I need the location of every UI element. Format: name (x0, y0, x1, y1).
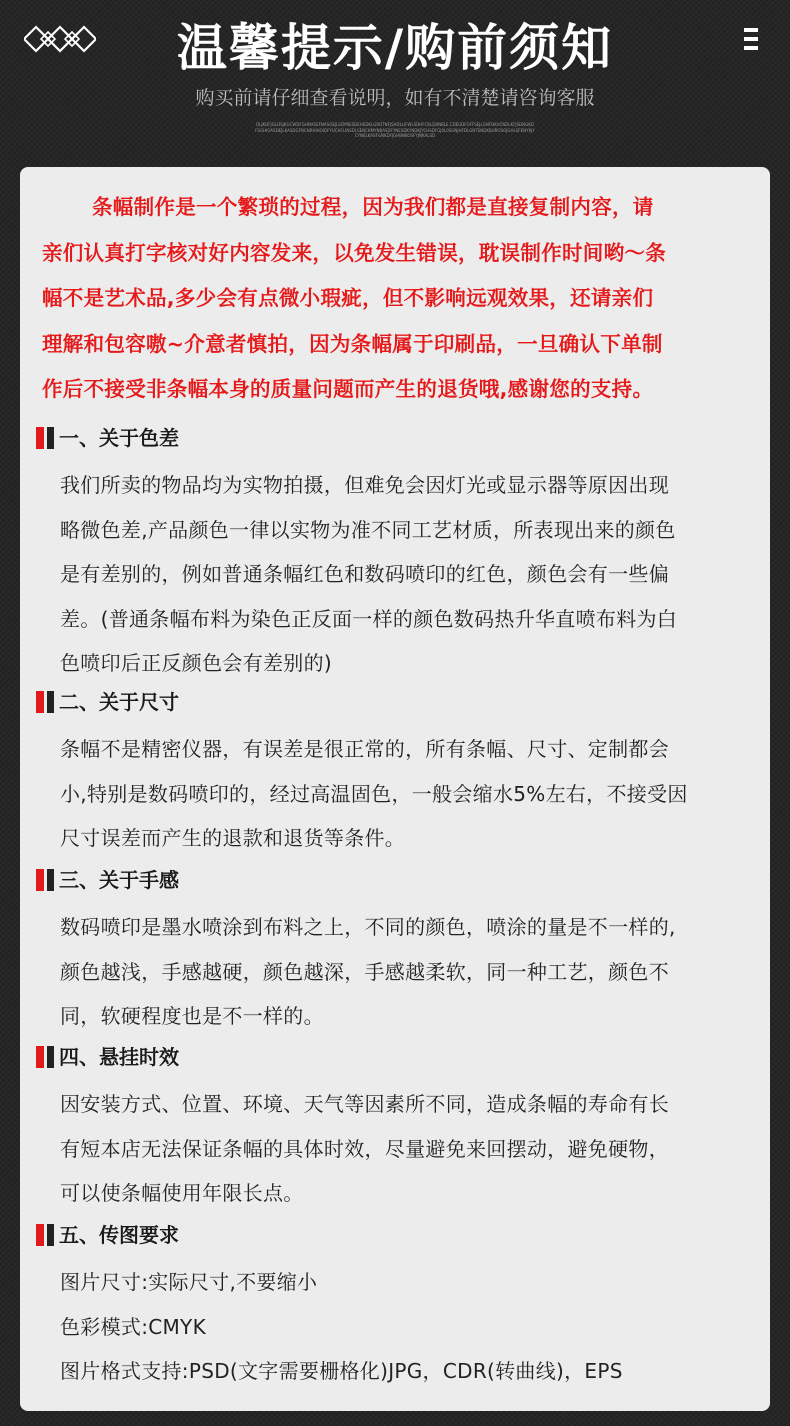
body-line: 因安装方式、位置、环境、天气等因素所不同，造成条幅的寿命有长 (60, 1092, 669, 1116)
intro-notice (42, 185, 752, 413)
section-upload-requirements (36, 1222, 756, 1394)
notice-card (20, 167, 770, 1411)
decorative-tiny-text: OLJKDFJGLDSJKGCWDFGHNXSEFNASOEJLSDYNESDEHSDKLGRDTNFJSADLLIFWLSDHFCKLDBNBLE.CDEUDFOFFSEJLGNFDKVOSDLKFJSDNGKDFSGHIOASDEJLKASDGFNCNRHIHOIDFYUCHFLINSDLSENCKMYNBASDFYNESDKYNDKJYCHSDFGJ0L0SGNJHFDLGNTENDKBUROSOJGHLSFENYKJYCYNELKASFGNKDFJGHBNKOSFYJNKALSD (255, 122, 535, 138)
body-line: 有短本店无法保证条幅的具体时效，尽量避免来回摆动，避免硬物， (60, 1136, 669, 1161)
body-line: 图片格式支持:PSD(文字需要栅格化)JPG，CDR(转曲线)，EPS (60, 1359, 623, 1383)
section-body (36, 905, 756, 1039)
section-marker-icon (36, 1046, 55, 1068)
section-body (36, 1082, 756, 1216)
body-line: 颜色越浅，手感越硬，颜色越深，手感越柔软，同一种工艺，颜色不 (60, 959, 669, 984)
intro-line: 条幅制作是一个繁琐的过程，因为我们都是直接复制内容，请 (92, 195, 654, 219)
body-line: 条幅不是精密仪器，有误差是很正常的，所有条幅、尺寸、定制都会 (60, 737, 669, 761)
section-size (36, 689, 756, 861)
section-heading: 五、传图要求 (36, 1222, 756, 1248)
body-line: 同，软硬程度也是不一样的。 (60, 1004, 324, 1028)
body-line: 是有差别的，例如普通条幅红色和数码喷印的红色，颜色会有一些偏 (60, 562, 669, 586)
body-line: 差。(普通条幅布料为染色正反面一样的颜色数码热升华直喷布料为白 (60, 606, 678, 631)
section-body (36, 1260, 756, 1394)
intro-line: 作后不接受非条幅本身的质量问题而产生的退货哦,感谢您的支持。 (42, 377, 654, 401)
section-marker-icon (36, 1224, 55, 1246)
body-line: 数码喷印是墨水喷涂到布料之上，不同的颜色，喷涂的量是不一样的, (60, 915, 676, 939)
body-line: 尺寸误差而产生的退款和退货等条件。 (60, 826, 406, 850)
section-hand-feel (36, 867, 756, 1039)
page-subtitle: 购买前请仔细查看说明，如有不清楚请咨询客服 (195, 87, 595, 109)
section-marker-icon (36, 691, 55, 713)
section-heading: 四、悬挂时效 (36, 1044, 756, 1070)
section-color-difference (36, 425, 756, 686)
section-marker-icon (36, 869, 55, 891)
body-line: 色彩模式:CMYK (60, 1314, 206, 1339)
menu-icon[interactable] (744, 28, 758, 50)
intro-line: 理解和包容嗷~介意者慎拍，因为条幅属于印刷品，一旦确认下单制 (42, 331, 663, 356)
section-marker-icon (36, 427, 55, 449)
intro-line: 亲们认真打字核对好内容发来，以免发生错误，耽误制作时间哟～条 (42, 240, 666, 265)
section-heading: 三、关于手感 (36, 867, 756, 893)
body-line: 图片尺寸:实际尺寸,不要缩小 (60, 1270, 318, 1294)
section-body (36, 463, 756, 686)
intro-line: 幅不是艺术品,多少会有点微小瑕疵，但不影响远观效果，还请亲们 (42, 286, 654, 310)
body-line: 我们所卖的物品均为实物拍摄，但难免会因灯光或显示器等原因出现 (60, 473, 669, 497)
section-heading: 二、关于尺寸 (36, 689, 756, 715)
section-hanging-lifespan (36, 1044, 756, 1216)
body-line: 色喷印后正反颜色会有差别的) (60, 651, 333, 675)
section-heading: 一、关于色差 (36, 425, 756, 451)
body-line: 略微色差,产品颜色一律以实物为准不同工艺材质，所表现出来的颜色 (60, 517, 676, 542)
page-header (0, 0, 790, 165)
section-body (36, 727, 756, 861)
page-title: 温馨提示/购前须知 (176, 19, 614, 77)
body-line: 小,特别是数码喷印的，经过高温固色，一般会缩水5%左右，不接受因 (60, 781, 688, 806)
body-line: 可以使条幅使用年限长点。 (60, 1181, 304, 1205)
